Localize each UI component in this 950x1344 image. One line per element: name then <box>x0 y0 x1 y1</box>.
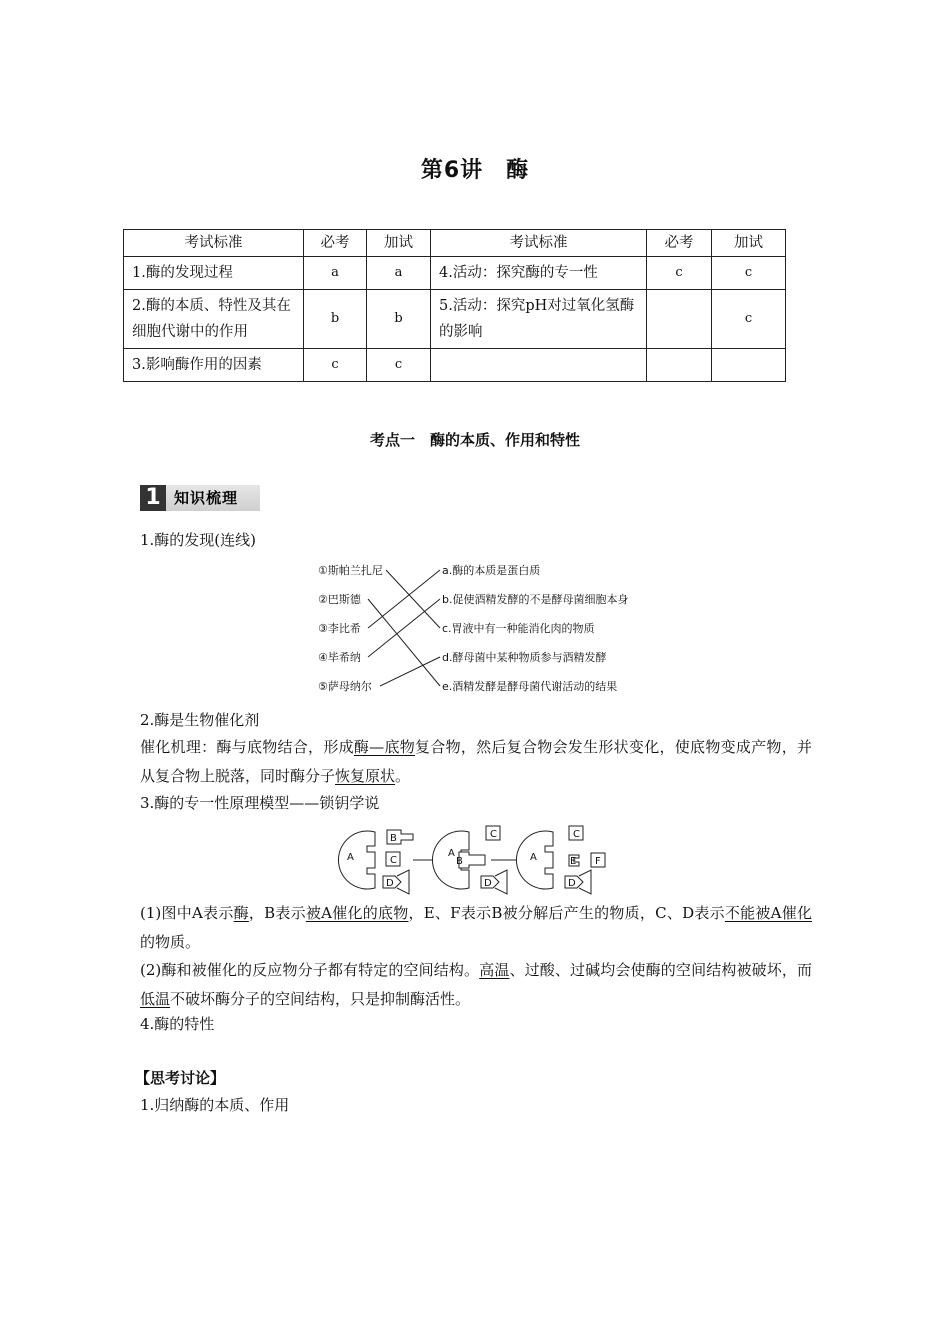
left-item: ③李比希 <box>318 622 361 635</box>
table-header: 加试 <box>712 230 786 257</box>
page-title: 第6讲 酶 <box>420 158 530 183</box>
discussion-label: 【思考讨论】 <box>135 1069 226 1087</box>
table-header: 必考 <box>647 230 712 257</box>
blank-answer: 低温 <box>140 990 171 1008</box>
table-row <box>124 349 786 382</box>
enzyme-shape <box>338 831 375 889</box>
table-cell <box>712 349 786 382</box>
right-item: e.酒精发酵是酵母菌代谢活动的结果 <box>442 680 618 693</box>
item3-point1 <box>140 899 812 957</box>
label-a: A <box>347 852 354 863</box>
table-cell: 1.酶的发现过程 <box>124 257 304 290</box>
table-cell: c <box>712 290 786 349</box>
blank-answer: 高温 <box>479 961 510 979</box>
table-cell: c <box>367 349 431 382</box>
table-cell: c <box>304 349 367 382</box>
table-cell: 2.酶的本质、特性及其在细胞代谢中的作用 <box>124 290 304 349</box>
text-run: 、过酸、过碱均会使酶的空间结构被破坏，而 <box>509 961 812 979</box>
badge-number: 1 <box>140 485 166 511</box>
label-f: F <box>595 856 601 867</box>
right-item: b.促使酒精发酵的不是酵母菌细胞本身 <box>442 593 629 606</box>
table-header: 考试标准 <box>431 230 647 257</box>
right-item: d.酵母菌中某种物质参与酒精发酵 <box>442 651 607 664</box>
label-b: B <box>456 856 463 867</box>
match-line <box>380 657 440 686</box>
text-run: ，B表示 <box>248 904 306 922</box>
label-c: C <box>390 855 397 866</box>
label-d: D <box>568 878 576 889</box>
exam-standards-table <box>123 229 786 382</box>
table-cell <box>647 290 712 349</box>
lock-key-diagram <box>335 822 620 898</box>
item2-heading: 2.酶是生物催化剂 <box>140 711 260 729</box>
table-cell: a <box>367 257 431 290</box>
label-a: A <box>448 848 455 859</box>
text-run: 催化机理：酶与底物结合，形成 <box>140 738 354 756</box>
label-c: C <box>573 829 580 840</box>
label-d: D <box>484 878 492 889</box>
table-cell <box>647 349 712 382</box>
left-item: ④毕希纳 <box>318 651 361 664</box>
table-cell <box>431 349 647 382</box>
text-run: 。 <box>395 767 411 785</box>
text-run: 不破坏酶分子的空间结构，只是抑制酶活性。 <box>170 990 471 1008</box>
label-d: D <box>386 878 394 889</box>
table-cell: a <box>304 257 367 290</box>
table-row <box>124 257 786 290</box>
match-line <box>368 599 440 657</box>
section-title: 考点一 酶的本质、作用和特性 <box>369 431 580 449</box>
blank-answer: 被A催化的底物 <box>305 904 409 922</box>
table-cell: 5.活动：探究pH对过氧化氢酶的影响 <box>431 290 647 349</box>
match-line <box>386 570 440 628</box>
knowledge-review-badge <box>140 485 260 511</box>
left-item: ⑤萨母纳尔 <box>318 680 372 693</box>
table-cell: c <box>712 257 786 290</box>
table-cell: 3.影响酶作用的因素 <box>124 349 304 382</box>
substrate-bound <box>459 852 485 868</box>
item2-paragraph <box>140 733 812 791</box>
badge-label: 知识梳理 <box>166 485 260 511</box>
table-cell: 4.活动：探究酶的专一性 <box>431 257 647 290</box>
table-row <box>124 290 786 349</box>
blank-answer: 不能被A催化 <box>724 904 812 922</box>
item4-heading: 4.酶的特性 <box>140 1015 215 1033</box>
discussion-question-1: 1.归纳酶的本质、作用 <box>140 1096 290 1114</box>
table-cell: c <box>647 257 712 290</box>
text-run: 的物质。 <box>140 933 201 951</box>
item1-heading: 1.酶的发现(连线) <box>140 531 257 549</box>
label-e: E <box>570 856 577 867</box>
label-a: A <box>530 852 537 863</box>
item3-point2 <box>140 956 812 1014</box>
table-cell: b <box>367 290 431 349</box>
blank-answer: 酶—底物 <box>353 738 416 756</box>
matching-diagram <box>300 555 660 700</box>
text-run: (2)酶和被催化的反应物分子都有特定的空间结构。 <box>140 961 480 979</box>
text-run: (1)图中A表示 <box>140 904 234 922</box>
table-cell: b <box>304 290 367 349</box>
left-item: ②巴斯德 <box>318 593 361 606</box>
text-run: ，E、F表示B被分解后产生的物质，C、D表示 <box>408 904 725 922</box>
match-line <box>368 599 440 686</box>
table-header-row <box>124 230 786 257</box>
label-c: C <box>490 829 497 840</box>
table-header: 考试标准 <box>124 230 304 257</box>
table-header: 必考 <box>304 230 367 257</box>
blank-answer: 酶 <box>233 904 249 922</box>
left-item: ①斯帕兰扎尼 <box>318 564 383 577</box>
text-run: 复合物，然后复合物会发生形状变化，使底物变成产物，并从复合物上脱落，同时酶分子 <box>140 738 812 785</box>
table-header: 加试 <box>367 230 431 257</box>
match-line <box>368 570 440 628</box>
right-item: c.胃液中有一种能消化肉的物质 <box>442 622 595 635</box>
label-b: B <box>390 833 397 844</box>
right-item: a.酶的本质是蛋白质 <box>442 564 541 577</box>
blank-answer: 恢复原状 <box>335 767 396 785</box>
item3-heading: 3.酶的专一性原理模型——锁钥学说 <box>140 794 380 812</box>
